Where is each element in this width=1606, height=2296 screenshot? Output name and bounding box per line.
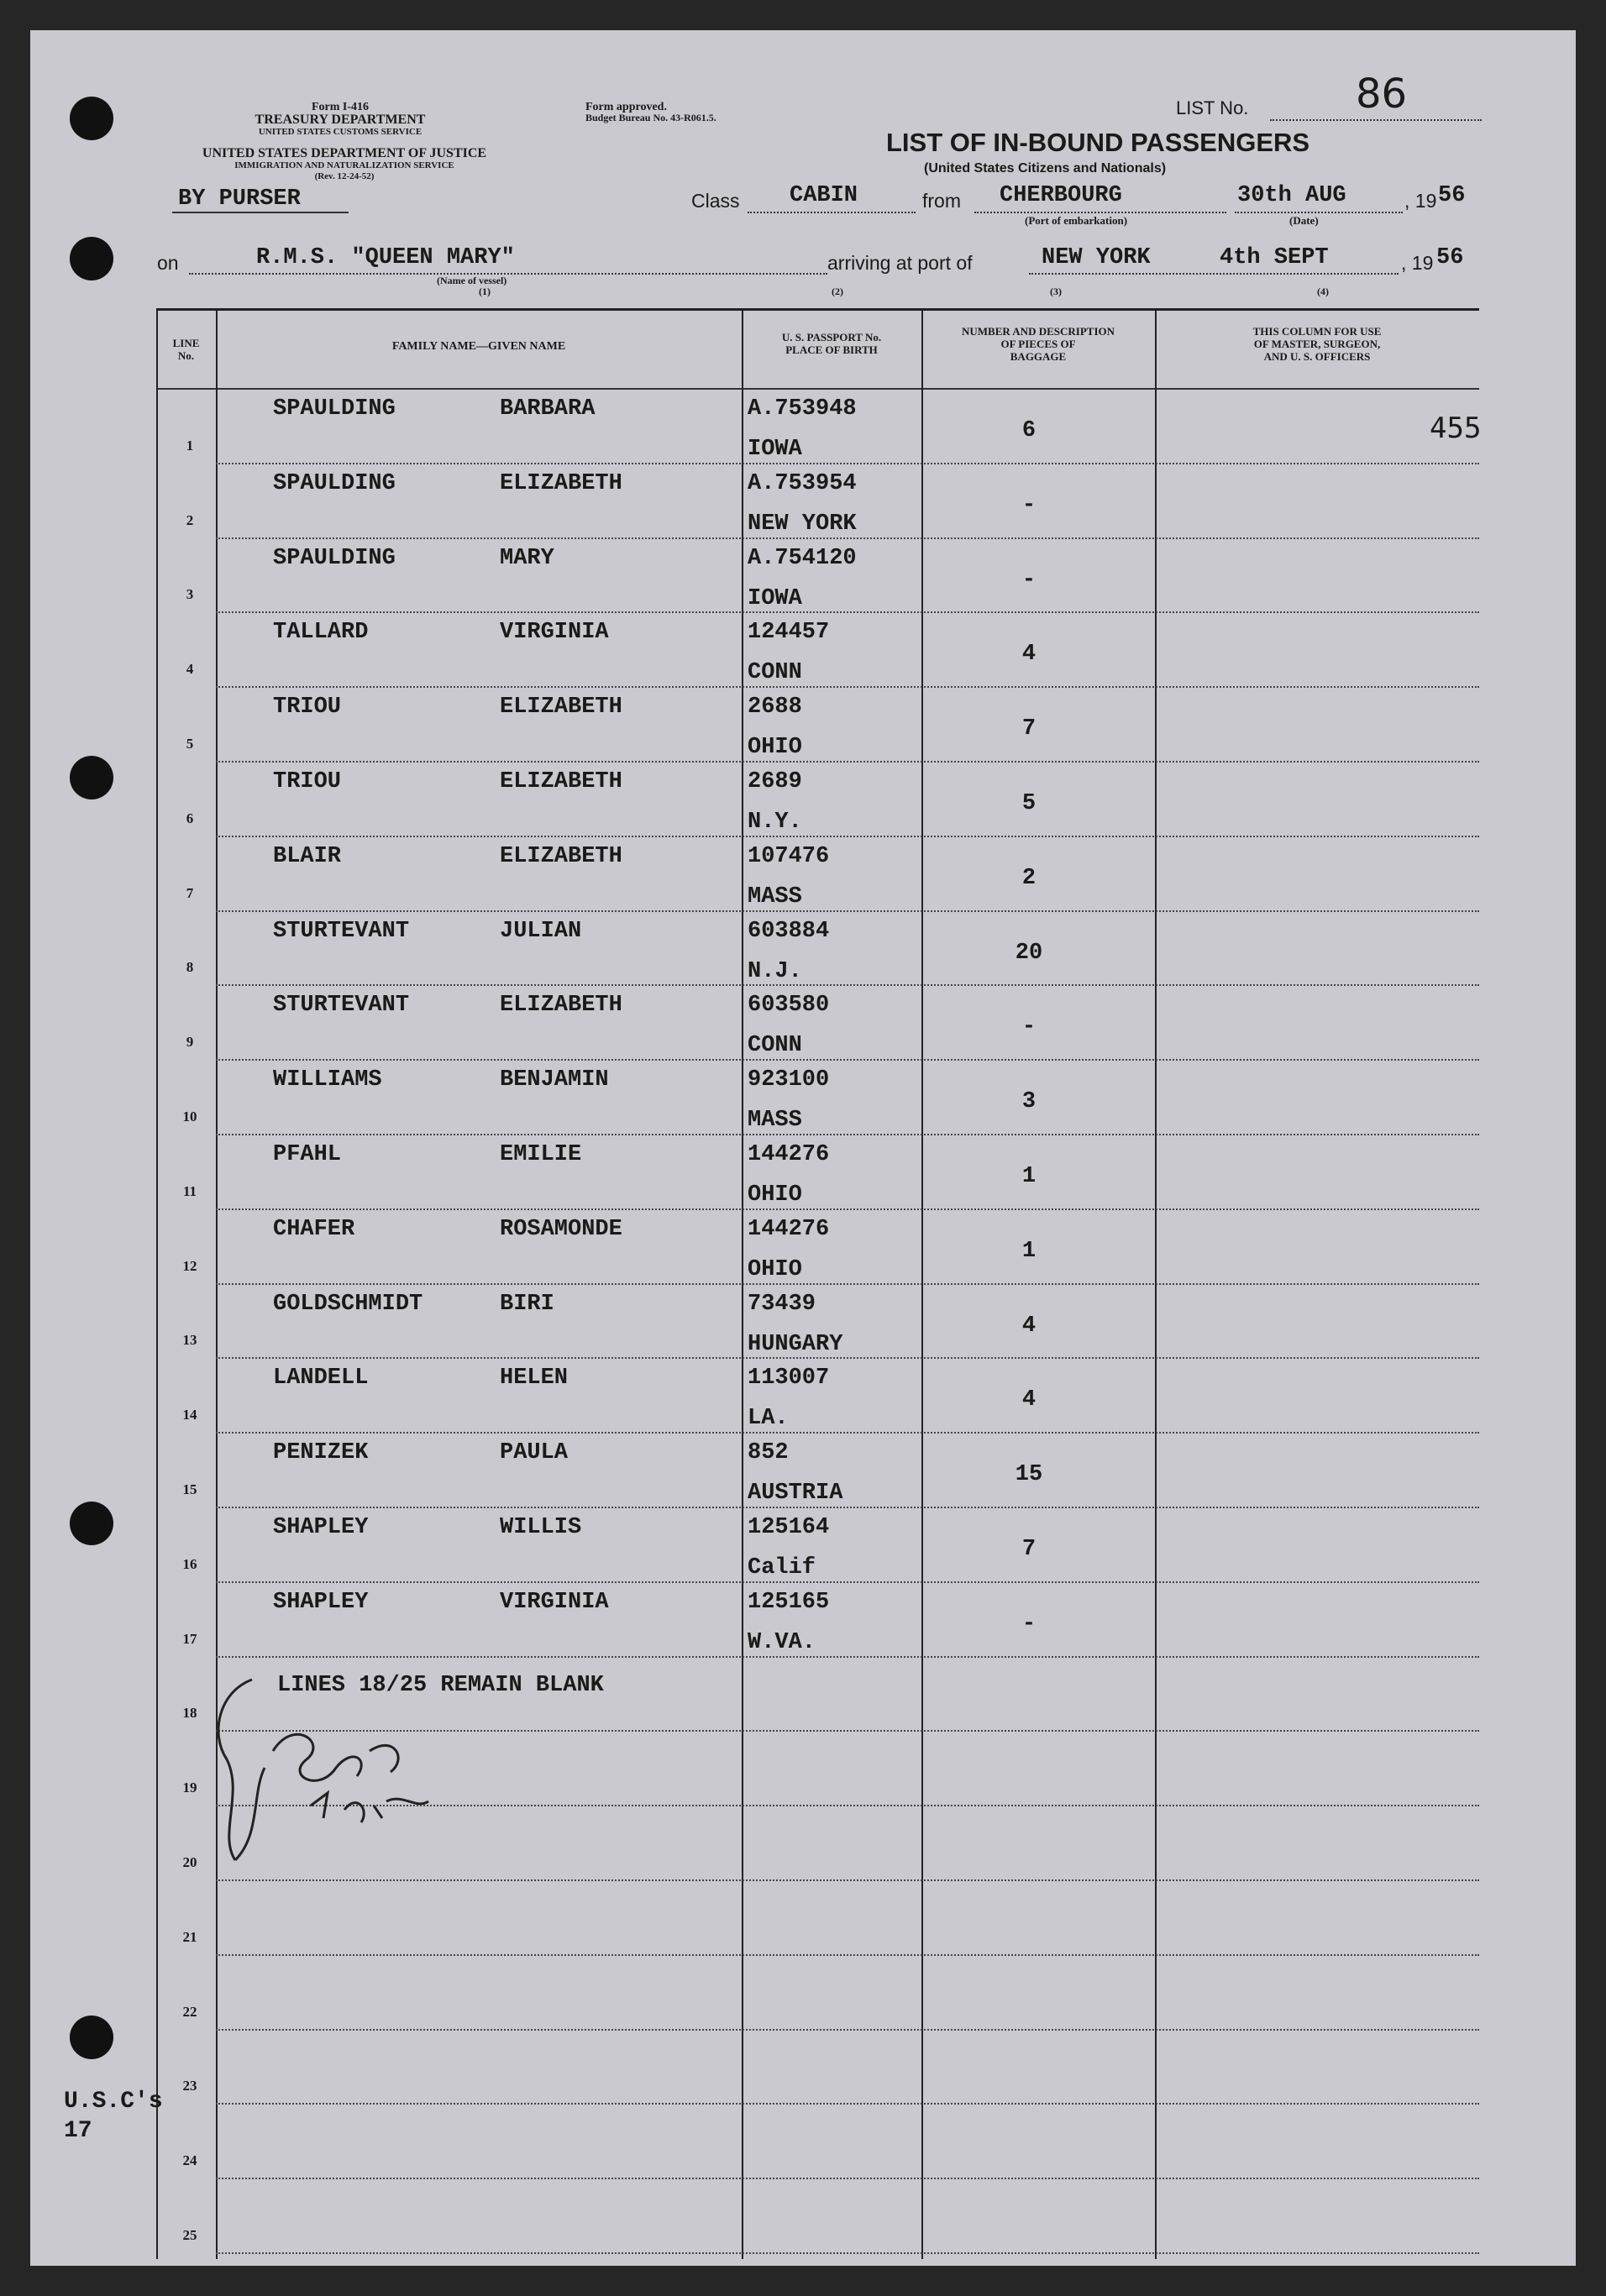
line-number: 7 bbox=[186, 885, 194, 901]
line-number: 22 bbox=[182, 2004, 197, 2020]
customs-service: UNITED STATES CUSTOMS SERVICE bbox=[258, 127, 422, 137]
row-rule bbox=[216, 686, 1479, 688]
place-of-birth: HUNGARY bbox=[748, 1332, 843, 1357]
line-number: 8 bbox=[186, 959, 194, 975]
departure-year: 56 bbox=[1438, 183, 1466, 208]
binder-hole bbox=[70, 237, 113, 280]
row-rule bbox=[216, 2103, 1479, 2105]
passport-number: 923100 bbox=[748, 1067, 830, 1093]
given-name: PAULA bbox=[500, 1440, 569, 1465]
row-rule bbox=[216, 611, 1479, 613]
line-number: 19 bbox=[182, 1780, 197, 1795]
col-2-num: (2) bbox=[832, 286, 843, 297]
given-name: VIRGINIA bbox=[500, 1590, 609, 1615]
place-of-birth: N.J. bbox=[748, 959, 802, 984]
arrival-port: NEW YORK bbox=[1042, 245, 1151, 270]
place-of-birth: LA. bbox=[748, 1406, 789, 1431]
line-number: 5 bbox=[186, 736, 194, 752]
col-4-num: (4) bbox=[1317, 286, 1329, 297]
class-value: CABIN bbox=[790, 183, 858, 208]
row-rule bbox=[216, 761, 1479, 763]
place-of-birth: N.Y. bbox=[748, 810, 802, 835]
line-number: 6 bbox=[186, 810, 194, 826]
baggage-count: - bbox=[1021, 1014, 1037, 1040]
baggage-count: 5 bbox=[1021, 791, 1037, 816]
baggage-count: 20 bbox=[1015, 941, 1043, 966]
ins-service: IMMIGRATION AND NATURALIZATION SERVICE bbox=[234, 160, 454, 170]
port-embarkation-label: (Port of embarkation) bbox=[1025, 214, 1128, 227]
given-name: BIRI bbox=[500, 1292, 554, 1317]
col-header-passport: U. S. PASSPORT No. PLACE OF BIRTH bbox=[781, 331, 882, 356]
line-number: 9 bbox=[186, 1034, 194, 1050]
line-number: 21 bbox=[182, 1929, 197, 1945]
line-number: 15 bbox=[182, 1481, 197, 1497]
passport-number: 2689 bbox=[748, 769, 802, 794]
line-number: 23 bbox=[182, 2078, 197, 2094]
place-of-birth: NEW YORK bbox=[748, 511, 857, 537]
family-name: STURTEVANT bbox=[273, 993, 410, 1018]
binder-hole bbox=[70, 2016, 113, 2059]
family-name: STURTEVANT bbox=[273, 919, 410, 944]
family-name: PENIZEK bbox=[273, 1440, 369, 1465]
given-name: ELIZABETH bbox=[500, 695, 622, 720]
row-rule bbox=[216, 463, 1479, 464]
row-rule bbox=[216, 910, 1479, 912]
vessel-name: R.M.S. "QUEEN MARY" bbox=[256, 245, 515, 270]
row-rule bbox=[216, 1879, 1479, 1881]
baggage-count: 2 bbox=[1021, 866, 1037, 891]
col-header-name: FAMILY NAME—GIVEN NAME bbox=[391, 340, 566, 353]
row-rule bbox=[216, 1134, 1479, 1135]
given-name: BENJAMIN bbox=[500, 1067, 609, 1093]
place-of-birth: Calif bbox=[748, 1555, 816, 1580]
baggage-count: 4 bbox=[1021, 1387, 1037, 1413]
baggage-count: - bbox=[1021, 1612, 1037, 1637]
family-name: TRIOU bbox=[273, 695, 342, 720]
place-of-birth: IOWA bbox=[748, 586, 802, 611]
row-rule bbox=[216, 2029, 1479, 2031]
row-rule bbox=[216, 1432, 1479, 1434]
line-number: 11 bbox=[182, 1183, 197, 1199]
arriving-label: arriving at port of bbox=[827, 252, 973, 274]
passport-number: 125164 bbox=[748, 1515, 830, 1540]
line-number: 25 bbox=[182, 2227, 197, 2243]
family-name: SPAULDING bbox=[273, 396, 396, 422]
family-name: WILLIAMS bbox=[273, 1067, 382, 1093]
given-name: EMILIE bbox=[500, 1142, 582, 1167]
arrival-year: 56 bbox=[1436, 245, 1464, 270]
row-rule bbox=[216, 1208, 1479, 1210]
place-of-birth: OHIO bbox=[748, 735, 802, 760]
family-name: BLAIR bbox=[273, 844, 342, 869]
given-name: WILLIS bbox=[500, 1515, 582, 1540]
place-of-birth: MASS bbox=[748, 1108, 802, 1133]
row-rule bbox=[216, 1954, 1479, 1956]
col-header-line: LINE No. bbox=[172, 337, 200, 362]
line-number: 12 bbox=[182, 1258, 197, 1274]
baggage-count: 4 bbox=[1021, 642, 1037, 667]
place-of-birth: OHIO bbox=[748, 1182, 802, 1208]
officer-annotation: 455 bbox=[1430, 411, 1482, 445]
line-number: 3 bbox=[186, 586, 194, 602]
given-name: MARY bbox=[500, 546, 554, 571]
vessel-name-label: (Name of vessel) bbox=[437, 275, 507, 286]
baggage-count: 4 bbox=[1021, 1313, 1037, 1339]
handwritten-signature bbox=[202, 1667, 470, 1877]
row-rule bbox=[216, 1059, 1479, 1061]
on-label: on bbox=[157, 252, 179, 274]
arrival-century: , 19 bbox=[1401, 252, 1434, 274]
port-embarkation: CHERBOURG bbox=[1000, 183, 1122, 208]
family-name: TALLARD bbox=[273, 620, 369, 645]
line-number: 17 bbox=[182, 1631, 197, 1647]
family-name: LANDELL bbox=[273, 1366, 369, 1391]
passport-number: 107476 bbox=[748, 844, 830, 869]
form-number: Form I-416 bbox=[311, 101, 370, 113]
row-rule bbox=[216, 1581, 1479, 1583]
given-name: BARBARA bbox=[500, 396, 596, 422]
justice-dept: UNITED STATES DEPARTMENT OF JUSTICE bbox=[202, 146, 487, 160]
place-of-birth: W.VA. bbox=[748, 1630, 816, 1655]
passport-number: 113007 bbox=[748, 1366, 830, 1391]
binder-hole bbox=[70, 1502, 113, 1545]
given-name: JULIAN bbox=[500, 919, 582, 944]
given-name: VIRGINIA bbox=[500, 620, 609, 645]
row-rule bbox=[216, 984, 1479, 986]
family-name: SPAULDING bbox=[273, 471, 396, 496]
arrival-date: 4th SEPT bbox=[1220, 245, 1329, 270]
passport-number: 852 bbox=[748, 1440, 789, 1465]
family-name: SHAPLEY bbox=[273, 1590, 369, 1615]
col-3-num: (3) bbox=[1050, 286, 1062, 297]
col-header-baggage: NUMBER AND DESCRIPTION OF PIECES OF BAGGAGE bbox=[961, 325, 1115, 363]
remarks-line: LINES 18/25 REMAIN BLANK bbox=[277, 1673, 604, 1698]
row-rule bbox=[216, 537, 1479, 539]
row-rule bbox=[216, 1656, 1479, 1658]
row-rule bbox=[216, 1357, 1479, 1359]
place-of-birth: CONN bbox=[748, 660, 802, 685]
baggage-count: - bbox=[1021, 568, 1037, 593]
passport-number: A.753948 bbox=[748, 396, 857, 422]
binder-hole bbox=[70, 756, 113, 799]
place-of-birth: AUSTRIA bbox=[748, 1481, 843, 1506]
baggage-count: 1 bbox=[1021, 1239, 1037, 1264]
given-name: ELIZABETH bbox=[500, 769, 622, 794]
given-name: HELEN bbox=[500, 1366, 569, 1391]
line-number: 10 bbox=[182, 1109, 197, 1124]
passport-number: 144276 bbox=[748, 1142, 830, 1167]
family-name: SHAPLEY bbox=[273, 1515, 369, 1540]
line-number: 2 bbox=[186, 512, 194, 528]
place-of-birth: CONN bbox=[748, 1033, 802, 1058]
passport-number: A.754120 bbox=[748, 546, 857, 571]
row-rule bbox=[216, 2178, 1479, 2179]
page-subtitle: (United States Citizens and Nationals) bbox=[924, 161, 1167, 176]
family-name: GOLDSCHMIDT bbox=[273, 1292, 423, 1317]
from-label: from bbox=[922, 190, 961, 212]
date-label: (Date) bbox=[1289, 214, 1319, 227]
line-number: 24 bbox=[182, 2152, 197, 2168]
family-name: TRIOU bbox=[273, 769, 342, 794]
binder-hole bbox=[70, 97, 113, 140]
line-number: 14 bbox=[182, 1407, 197, 1423]
given-name: ROSAMONDE bbox=[500, 1217, 622, 1242]
line-number: 4 bbox=[186, 661, 194, 677]
margin-note: U.S.C's 17 bbox=[64, 2089, 163, 2144]
line-number: 1 bbox=[186, 438, 194, 453]
budget-bureau: Budget Bureau No. 43-R061.5. bbox=[585, 112, 716, 123]
baggage-count: 7 bbox=[1021, 1537, 1037, 1562]
form-approved: Form approved. bbox=[585, 101, 667, 113]
departure-century: , 19 bbox=[1404, 190, 1437, 212]
baggage-count: 7 bbox=[1021, 716, 1037, 742]
line-number: 13 bbox=[182, 1332, 197, 1348]
passport-number: 124457 bbox=[748, 620, 830, 645]
revision: (Rev. 12-24-52) bbox=[314, 171, 375, 181]
row-rule bbox=[216, 1283, 1479, 1285]
line-number: 20 bbox=[182, 1854, 197, 1870]
line-number: 18 bbox=[182, 1705, 197, 1721]
page-title: LIST OF IN-BOUND PASSENGERS bbox=[886, 128, 1310, 157]
baggage-count: - bbox=[1021, 493, 1037, 518]
passport-number: 603580 bbox=[748, 993, 830, 1018]
class-label: Class bbox=[691, 190, 740, 212]
list-no-label: LIST No. bbox=[1176, 97, 1249, 118]
baggage-count: 3 bbox=[1021, 1089, 1037, 1114]
by-purser: BY PURSER bbox=[178, 186, 301, 212]
treasury-dept: TREASURY DEPARTMENT bbox=[255, 113, 426, 127]
passport-number: A.753954 bbox=[748, 471, 857, 496]
col-1-num: (1) bbox=[479, 286, 491, 297]
row-rule bbox=[216, 2252, 1479, 2254]
baggage-count: 1 bbox=[1021, 1164, 1037, 1189]
given-name: ELIZABETH bbox=[500, 471, 622, 496]
place-of-birth: OHIO bbox=[748, 1257, 802, 1282]
given-name: ELIZABETH bbox=[500, 993, 622, 1018]
baggage-count: 15 bbox=[1015, 1462, 1043, 1487]
row-rule bbox=[216, 836, 1479, 837]
passport-number: 144276 bbox=[748, 1217, 830, 1242]
departure-date: 30th AUG bbox=[1237, 183, 1346, 208]
place-of-birth: IOWA bbox=[748, 437, 802, 462]
list-no-value: 86 bbox=[1356, 71, 1408, 118]
place-of-birth: MASS bbox=[748, 884, 802, 909]
passport-number: 73439 bbox=[748, 1292, 816, 1317]
passport-number: 603884 bbox=[748, 919, 830, 944]
family-name: SPAULDING bbox=[273, 546, 396, 571]
given-name: ELIZABETH bbox=[500, 844, 622, 869]
family-name: PFAHL bbox=[273, 1142, 342, 1167]
passport-number: 125165 bbox=[748, 1590, 830, 1615]
passport-number: 2688 bbox=[748, 695, 802, 720]
row-rule bbox=[216, 1507, 1479, 1508]
family-name: CHAFER bbox=[273, 1217, 355, 1242]
col-header-officers: THIS COLUMN FOR USE OF MASTER, SURGEON, AND U. S. OFFICERS bbox=[1252, 325, 1382, 363]
baggage-count: 6 bbox=[1021, 418, 1037, 443]
line-number: 16 bbox=[182, 1556, 197, 1572]
